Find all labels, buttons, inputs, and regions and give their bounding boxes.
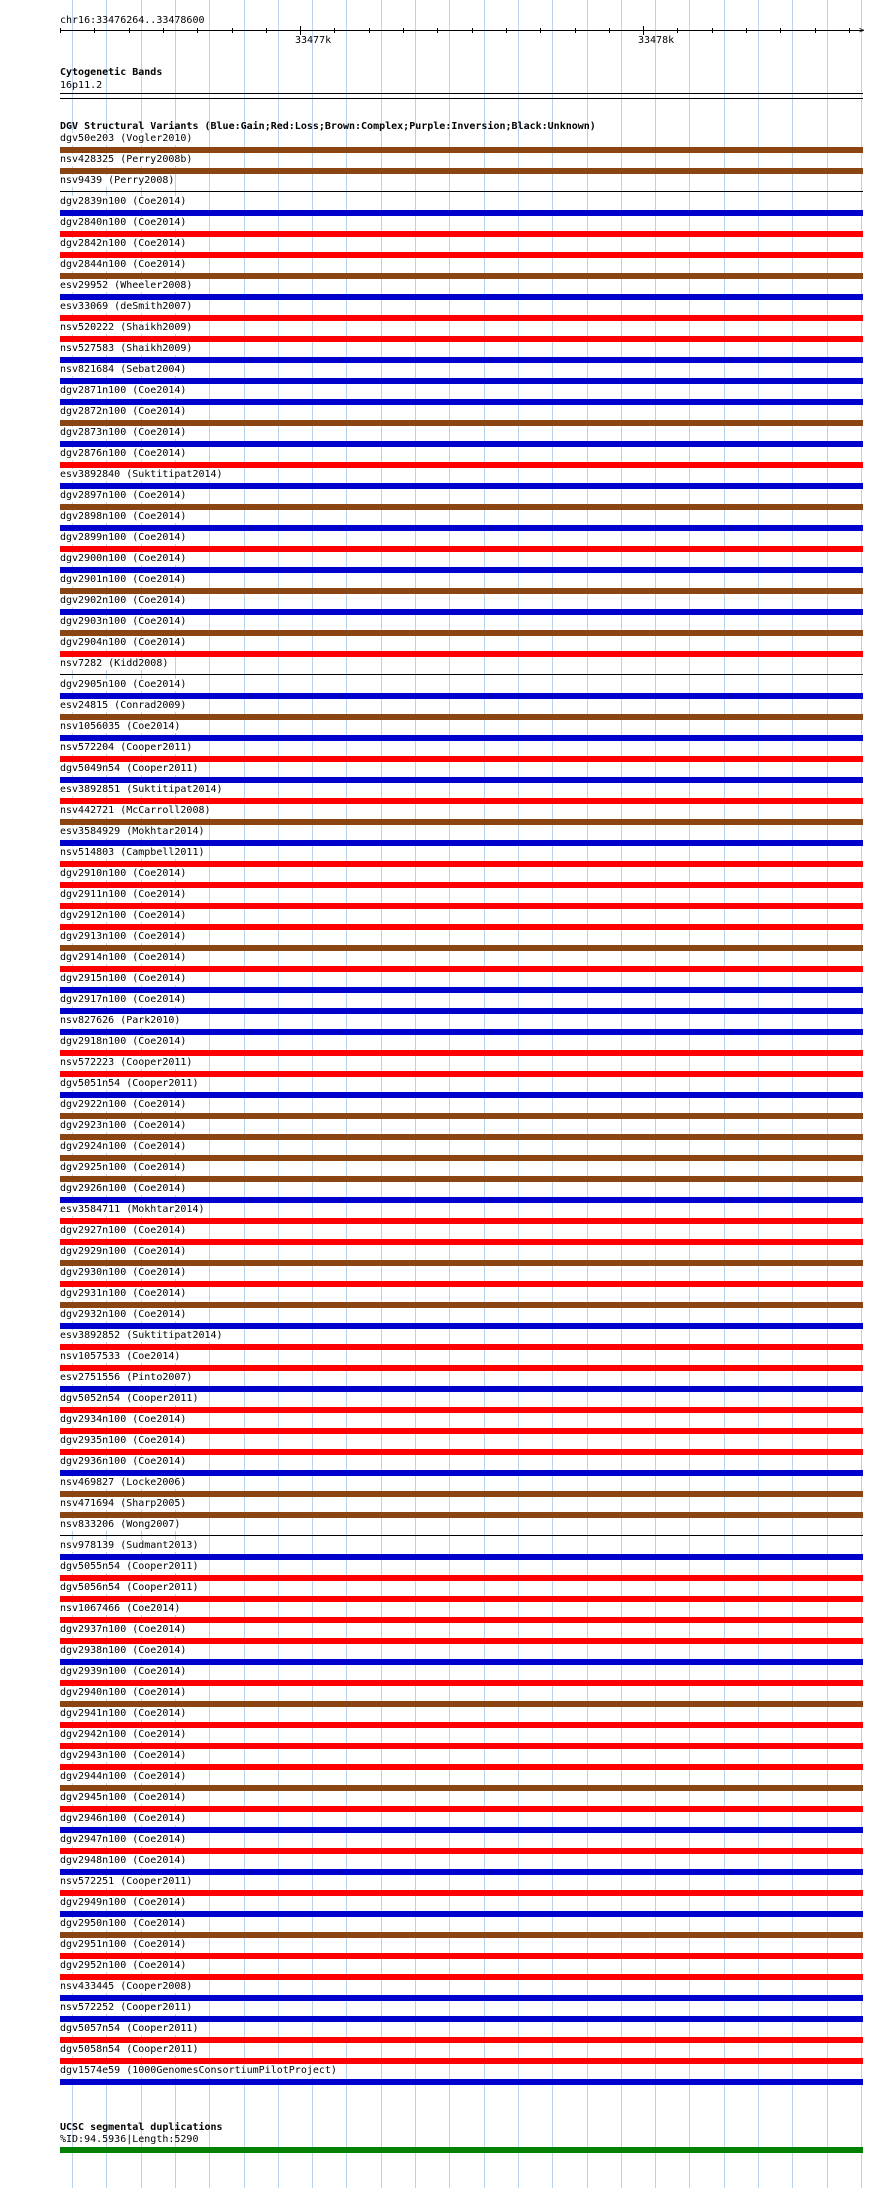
variant-label[interactable]: esv29952 (Wheeler2008) bbox=[60, 280, 193, 291]
variant-bar-red[interactable] bbox=[60, 1365, 863, 1371]
variant-bar-red[interactable] bbox=[60, 252, 863, 258]
variant-bar-red[interactable] bbox=[60, 1848, 863, 1854]
ruler-tick bbox=[677, 28, 678, 33]
variant-bar-brown[interactable] bbox=[60, 1491, 863, 1497]
variant-bar-brown[interactable] bbox=[60, 1302, 863, 1308]
variant-label[interactable]: esv33069 (deSmith2007) bbox=[60, 301, 193, 312]
variant-bar-brown[interactable] bbox=[60, 714, 863, 720]
ruler-tick bbox=[334, 28, 335, 33]
variant-bar-brown[interactable] bbox=[60, 1113, 863, 1119]
ruler-tick bbox=[197, 28, 198, 33]
variant-bar-brown[interactable] bbox=[60, 273, 863, 279]
variant-label[interactable]: dgv2946n100 (Coe2014) bbox=[60, 1813, 187, 1824]
variant-bar-blue[interactable] bbox=[60, 567, 863, 573]
variant-bar-blue[interactable] bbox=[60, 1323, 863, 1329]
variant-bar-brown[interactable] bbox=[60, 945, 863, 951]
variant-bar-blue[interactable] bbox=[60, 525, 863, 531]
ruler-tick bbox=[609, 28, 610, 33]
variant-label[interactable]: dgv2950n100 (Coe2014) bbox=[60, 1918, 187, 1929]
variant-label[interactable]: dgv2927n100 (Coe2014) bbox=[60, 1225, 187, 1236]
variant-label[interactable]: dgv2924n100 (Coe2014) bbox=[60, 1141, 187, 1152]
variant-bar-red[interactable] bbox=[60, 1050, 863, 1056]
variant-label[interactable]: dgv2944n100 (Coe2014) bbox=[60, 1771, 187, 1782]
ruler-tick bbox=[232, 28, 233, 33]
variant-label[interactable]: nsv433445 (Cooper2008) bbox=[60, 1981, 193, 1992]
variant-label[interactable]: nsv821684 (Sebat2004) bbox=[60, 364, 187, 375]
variant-label[interactable]: nsv9439 (Perry2008) bbox=[60, 175, 175, 186]
variant-bar-blue[interactable] bbox=[60, 378, 863, 384]
variant-bar-red[interactable] bbox=[60, 651, 863, 657]
variant-bar-brown[interactable] bbox=[60, 1260, 863, 1266]
variant-bar-brown[interactable] bbox=[60, 504, 863, 510]
variant-bar-red[interactable] bbox=[60, 1743, 863, 1749]
variant-bar-red[interactable] bbox=[60, 1680, 863, 1686]
variant-bar-red[interactable] bbox=[60, 966, 863, 972]
variant-bar-red[interactable] bbox=[60, 2037, 863, 2043]
variant-bar-blue[interactable] bbox=[60, 1995, 863, 2001]
variant-label[interactable]: dgv2911n100 (Coe2014) bbox=[60, 889, 187, 900]
variant-bar-red[interactable] bbox=[60, 861, 863, 867]
variant-bar-red[interactable] bbox=[60, 1974, 863, 1980]
variant-label[interactable]: dgv2842n100 (Coe2014) bbox=[60, 238, 187, 249]
variant-label[interactable]: dgv2917n100 (Coe2014) bbox=[60, 994, 187, 1005]
variant-bar-red[interactable] bbox=[60, 231, 863, 237]
variant-label[interactable]: dgv2901n100 (Coe2014) bbox=[60, 574, 187, 585]
variant-label[interactable]: dgv2931n100 (Coe2014) bbox=[60, 1288, 187, 1299]
ruler-major-tick bbox=[300, 26, 301, 35]
variant-label[interactable]: dgv2914n100 (Coe2014) bbox=[60, 952, 187, 963]
variant-bar-blue[interactable] bbox=[60, 609, 863, 615]
ruler-arrow-icon: > bbox=[859, 26, 865, 36]
variant-label[interactable]: dgv2873n100 (Coe2014) bbox=[60, 427, 187, 438]
variant-label[interactable]: dgv2918n100 (Coe2014) bbox=[60, 1036, 187, 1047]
variant-bar-blue[interactable] bbox=[60, 1029, 863, 1035]
ruler-tick bbox=[712, 28, 713, 33]
variant-label[interactable]: dgv2915n100 (Coe2014) bbox=[60, 973, 187, 984]
variant-label[interactable]: dgv2900n100 (Coe2014) bbox=[60, 553, 187, 564]
variant-bar-red[interactable] bbox=[60, 315, 863, 321]
variant-bar-blue[interactable] bbox=[60, 210, 863, 216]
variant-label[interactable]: dgv2912n100 (Coe2014) bbox=[60, 910, 187, 921]
variant-bar-red[interactable] bbox=[60, 1953, 863, 1959]
variant-bar-brown[interactable] bbox=[60, 588, 863, 594]
variant-bar-blue[interactable] bbox=[60, 441, 863, 447]
ruler-label-33477k: 33477k bbox=[295, 35, 332, 46]
variant-label[interactable]: nsv469827 (Locke2006) bbox=[60, 1477, 187, 1488]
ruler-tick bbox=[780, 28, 781, 33]
cytoband-label: 16p11.2 bbox=[60, 80, 103, 91]
variant-label[interactable]: dgv2905n100 (Coe2014) bbox=[60, 679, 187, 690]
variant-label[interactable]: dgv5057n54 (Cooper2011) bbox=[60, 2023, 199, 2034]
variant-bar-blue[interactable] bbox=[60, 2079, 863, 2085]
variant-label[interactable]: nsv827626 (Park2010) bbox=[60, 1015, 181, 1026]
variant-bar-red[interactable] bbox=[60, 1806, 863, 1812]
variant-bar-red[interactable] bbox=[60, 1428, 863, 1434]
variant-bar-blue[interactable] bbox=[60, 1197, 863, 1203]
variant-label[interactable]: dgv2935n100 (Coe2014) bbox=[60, 1435, 187, 1446]
ruler-tick bbox=[369, 28, 370, 33]
variant-bar-blue[interactable] bbox=[60, 399, 863, 405]
variant-label[interactable]: dgv2897n100 (Coe2014) bbox=[60, 490, 187, 501]
variant-label[interactable]: nsv1067466 (Coe2014) bbox=[60, 1603, 181, 1614]
variant-label[interactable]: nsv7282 (Kidd2008) bbox=[60, 658, 169, 669]
variant-label[interactable]: nsv1057533 (Coe2014) bbox=[60, 1351, 181, 1362]
variant-bar-red[interactable] bbox=[60, 756, 863, 762]
variant-label[interactable]: nsv833206 (Wong2007) bbox=[60, 1519, 181, 1530]
variant-bar-red[interactable] bbox=[60, 1575, 863, 1581]
variant-label[interactable]: nsv572204 (Cooper2011) bbox=[60, 742, 193, 753]
ruler-major-tick bbox=[643, 26, 644, 35]
ruler-tick bbox=[437, 28, 438, 33]
variant-label[interactable]: nsv572251 (Cooper2011) bbox=[60, 1876, 193, 1887]
cytoband-bar-top bbox=[60, 93, 863, 94]
variant-label[interactable]: dgv2948n100 (Coe2014) bbox=[60, 1855, 187, 1866]
variant-bar-brown[interactable] bbox=[60, 819, 863, 825]
variant-label[interactable]: dgv2940n100 (Coe2014) bbox=[60, 1687, 187, 1698]
variant-label[interactable]: esv3892851 (Suktitipat2014) bbox=[60, 784, 223, 795]
variant-label[interactable]: esv3584929 (Mokhtar2014) bbox=[60, 826, 205, 837]
variant-bar-red[interactable] bbox=[60, 546, 863, 552]
variant-label[interactable]: dgv2930n100 (Coe2014) bbox=[60, 1267, 187, 1278]
variant-bar-blue[interactable] bbox=[60, 2016, 863, 2022]
variant-label[interactable]: dgv2952n100 (Coe2014) bbox=[60, 1960, 187, 1971]
ruler-tick bbox=[472, 28, 473, 33]
variant-label[interactable]: esv3892852 (Suktitipat2014) bbox=[60, 1330, 223, 1341]
ruler-label-33478k: 33478k bbox=[638, 35, 675, 46]
variant-bar-blue[interactable] bbox=[60, 987, 863, 993]
variant-bar-red[interactable] bbox=[60, 798, 863, 804]
variant-bar-red[interactable] bbox=[60, 1407, 863, 1413]
variant-label[interactable]: dgv2936n100 (Coe2014) bbox=[60, 1456, 187, 1467]
variant-bar-black[interactable] bbox=[60, 674, 863, 675]
variant-label[interactable]: dgv2872n100 (Coe2014) bbox=[60, 406, 187, 417]
variant-bar-red[interactable] bbox=[60, 1617, 863, 1623]
variant-label[interactable]: dgv2941n100 (Coe2014) bbox=[60, 1708, 187, 1719]
variant-label[interactable]: dgv2932n100 (Coe2014) bbox=[60, 1309, 187, 1320]
variant-label[interactable]: dgv2947n100 (Coe2014) bbox=[60, 1834, 187, 1845]
variant-bar-blue[interactable] bbox=[60, 1554, 863, 1560]
variant-label[interactable]: dgv5051n54 (Cooper2011) bbox=[60, 1078, 199, 1089]
variant-label[interactable]: dgv2913n100 (Coe2014) bbox=[60, 931, 187, 942]
variant-bar-brown[interactable] bbox=[60, 1785, 863, 1791]
variant-bar-red[interactable] bbox=[60, 1890, 863, 1896]
variant-bar-blue[interactable] bbox=[60, 1386, 863, 1392]
variant-label[interactable]: nsv527583 (Shaikh2009) bbox=[60, 343, 193, 354]
variant-label[interactable]: dgv2910n100 (Coe2014) bbox=[60, 868, 187, 879]
variant-bar-brown[interactable] bbox=[60, 1932, 863, 1938]
variant-label[interactable]: dgv2929n100 (Coe2014) bbox=[60, 1246, 187, 1257]
ruler-tick bbox=[746, 28, 747, 33]
variant-label[interactable]: dgv50e203 (Vogler2010) bbox=[60, 133, 193, 144]
variant-label[interactable]: dgv2937n100 (Coe2014) bbox=[60, 1624, 187, 1635]
ruler-tick bbox=[815, 28, 816, 33]
variant-label[interactable]: nsv442721 (McCarroll2008) bbox=[60, 805, 211, 816]
variant-bar-blue[interactable] bbox=[60, 1827, 863, 1833]
variant-label[interactable]: dgv1574e59 (1000GenomesConsortiumPilotProject) bbox=[60, 2065, 337, 2076]
variant-bar-brown[interactable] bbox=[60, 147, 863, 153]
variant-bar-blue[interactable] bbox=[60, 1659, 863, 1665]
variant-label[interactable]: dgv5052n54 (Cooper2011) bbox=[60, 1393, 199, 1404]
variant-bar-brown[interactable] bbox=[60, 420, 863, 426]
variant-bar-red[interactable] bbox=[60, 2058, 863, 2064]
variant-bar-red[interactable] bbox=[60, 1596, 863, 1602]
variant-label[interactable]: dgv2871n100 (Coe2014) bbox=[60, 385, 187, 396]
variant-label[interactable]: dgv2926n100 (Coe2014) bbox=[60, 1183, 187, 1194]
variant-label[interactable]: nsv514803 (Campbell2011) bbox=[60, 847, 205, 858]
variant-label[interactable]: dgv5056n54 (Cooper2011) bbox=[60, 1582, 199, 1593]
variant-bar-red[interactable] bbox=[60, 462, 863, 468]
variant-label[interactable]: esv3584711 (Mokhtar2014) bbox=[60, 1204, 205, 1215]
variant-label[interactable]: dgv2925n100 (Coe2014) bbox=[60, 1162, 187, 1173]
variant-label[interactable]: dgv2943n100 (Coe2014) bbox=[60, 1750, 187, 1761]
variant-label[interactable]: dgv2945n100 (Coe2014) bbox=[60, 1792, 187, 1803]
variant-label[interactable]: dgv2903n100 (Coe2014) bbox=[60, 616, 187, 627]
variant-label[interactable]: dgv2951n100 (Coe2014) bbox=[60, 1939, 187, 1950]
variant-bar-blue[interactable] bbox=[60, 840, 863, 846]
variant-label[interactable]: dgv2876n100 (Coe2014) bbox=[60, 448, 187, 459]
variant-bar-brown[interactable] bbox=[60, 168, 863, 174]
variant-label[interactable]: dgv2839n100 (Coe2014) bbox=[60, 196, 187, 207]
variant-bar-red[interactable] bbox=[60, 1218, 863, 1224]
variant-label[interactable]: dgv2898n100 (Coe2014) bbox=[60, 511, 187, 522]
segdup-label: %ID:94.5936|Length:5290 bbox=[60, 2134, 199, 2145]
variant-bar-black[interactable] bbox=[60, 191, 863, 192]
ruler-tick bbox=[163, 28, 164, 33]
variant-bar-red[interactable] bbox=[60, 1638, 863, 1644]
variant-label[interactable]: dgv2902n100 (Coe2014) bbox=[60, 595, 187, 606]
ruler-tick bbox=[129, 28, 130, 33]
variant-bar-brown[interactable] bbox=[60, 630, 863, 636]
variant-bar-red[interactable] bbox=[60, 882, 863, 888]
variant-bar-brown[interactable] bbox=[60, 1176, 863, 1182]
ruler-line bbox=[60, 30, 863, 31]
variant-label[interactable]: nsv572252 (Cooper2011) bbox=[60, 2002, 193, 2013]
variant-label[interactable]: nsv978139 (Sudmant2013) bbox=[60, 1540, 199, 1551]
variant-label[interactable]: dgv2844n100 (Coe2014) bbox=[60, 259, 187, 270]
variant-bar-blue[interactable] bbox=[60, 1008, 863, 1014]
variant-label[interactable]: dgv2934n100 (Coe2014) bbox=[60, 1414, 187, 1425]
variant-bar-red[interactable] bbox=[60, 336, 863, 342]
variant-label[interactable]: dgv2840n100 (Coe2014) bbox=[60, 217, 187, 228]
variant-label[interactable]: esv2751556 (Pinto2007) bbox=[60, 1372, 193, 1383]
variant-bar-blue[interactable] bbox=[60, 777, 863, 783]
variant-bar-blue[interactable] bbox=[60, 1470, 863, 1476]
variant-bar-brown[interactable] bbox=[60, 1134, 863, 1140]
variant-label[interactable]: esv3892840 (Suktitipat2014) bbox=[60, 469, 223, 480]
cytoband-track-title: Cytogenetic Bands bbox=[60, 67, 163, 78]
variant-bar-red[interactable] bbox=[60, 1071, 863, 1077]
variant-bar-blue[interactable] bbox=[60, 1911, 863, 1917]
variant-label[interactable]: dgv2899n100 (Coe2014) bbox=[60, 532, 187, 543]
variant-bar-red[interactable] bbox=[60, 1281, 863, 1287]
ruler-tick bbox=[266, 28, 267, 33]
variant-label[interactable]: dgv2923n100 (Coe2014) bbox=[60, 1120, 187, 1131]
variant-bar-red[interactable] bbox=[60, 924, 863, 930]
variant-label[interactable]: nsv428325 (Perry2008b) bbox=[60, 154, 193, 165]
variant-bar-black[interactable] bbox=[60, 1535, 863, 1536]
variant-bar-blue[interactable] bbox=[60, 735, 863, 741]
variant-bar-red[interactable] bbox=[60, 1764, 863, 1770]
variant-label[interactable]: dgv5049n54 (Cooper2011) bbox=[60, 763, 199, 774]
ruler-tick bbox=[849, 28, 850, 33]
ruler-tick bbox=[60, 28, 61, 33]
variant-bar-blue[interactable] bbox=[60, 483, 863, 489]
variant-label[interactable]: dgv2922n100 (Coe2014) bbox=[60, 1099, 187, 1110]
variant-bar-red[interactable] bbox=[60, 1239, 863, 1245]
variant-label[interactable]: dgv2949n100 (Coe2014) bbox=[60, 1897, 187, 1908]
variant-bar-red[interactable] bbox=[60, 903, 863, 909]
ruler-tick bbox=[403, 28, 404, 33]
variant-bar-blue[interactable] bbox=[60, 294, 863, 300]
variant-label[interactable]: dgv2942n100 (Coe2014) bbox=[60, 1729, 187, 1740]
variant-label[interactable]: esv24815 (Conrad2009) bbox=[60, 700, 187, 711]
segdup-bar[interactable] bbox=[60, 2147, 863, 2153]
variant-label[interactable]: nsv1056035 (Coe2014) bbox=[60, 721, 181, 732]
variant-label[interactable]: dgv5055n54 (Cooper2011) bbox=[60, 1561, 199, 1572]
variant-bar-brown[interactable] bbox=[60, 1512, 863, 1518]
position-label: chr16:33476264..33478600 bbox=[60, 15, 205, 26]
variant-label[interactable]: dgv5058n54 (Cooper2011) bbox=[60, 2044, 199, 2055]
ruler-tick bbox=[540, 28, 541, 33]
dgv-track-title: DGV Structural Variants (Blue:Gain;Red:Loss;Brown:Complex;Purple:Inversion;Black:Unknown) bbox=[60, 121, 596, 132]
variant-bar-brown[interactable] bbox=[60, 1701, 863, 1707]
variant-bar-blue[interactable] bbox=[60, 357, 863, 363]
variant-label[interactable]: nsv520222 (Shaikh2009) bbox=[60, 322, 193, 333]
variant-bar-blue[interactable] bbox=[60, 1869, 863, 1875]
variant-label[interactable]: dgv2939n100 (Coe2014) bbox=[60, 1666, 187, 1677]
variant-label[interactable]: nsv572223 (Cooper2011) bbox=[60, 1057, 193, 1068]
variant-label[interactable]: nsv471694 (Sharp2005) bbox=[60, 1498, 187, 1509]
ruler-tick bbox=[94, 28, 95, 33]
variant-label[interactable]: dgv2938n100 (Coe2014) bbox=[60, 1645, 187, 1656]
ruler-tick bbox=[575, 28, 576, 33]
cytoband-bar-bottom bbox=[60, 98, 863, 99]
variant-bar-red[interactable] bbox=[60, 1722, 863, 1728]
variant-bar-brown[interactable] bbox=[60, 1155, 863, 1161]
ruler-tick bbox=[506, 28, 507, 33]
variant-bar-blue[interactable] bbox=[60, 1092, 863, 1098]
variant-bar-blue[interactable] bbox=[60, 693, 863, 699]
variant-bar-red[interactable] bbox=[60, 1449, 863, 1455]
segdup-track-title: UCSC segmental duplications bbox=[60, 2122, 223, 2133]
variant-label[interactable]: dgv2904n100 (Coe2014) bbox=[60, 637, 187, 648]
variant-bar-red[interactable] bbox=[60, 1344, 863, 1350]
